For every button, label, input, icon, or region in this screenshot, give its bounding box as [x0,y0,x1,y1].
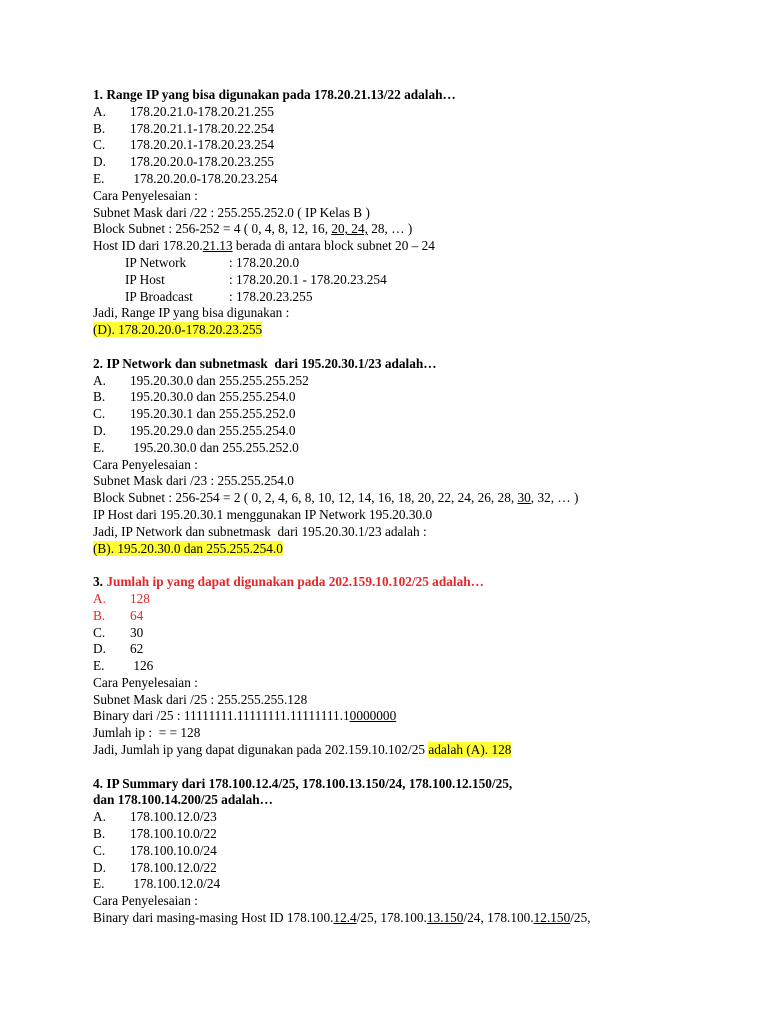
q4-title [93,776,753,793]
option-label: D. [93,859,106,875]
document-body [93,87,753,927]
option-text: 195.20.30.0 dan 255.255.255.252 [130,372,309,388]
q1-cara: Cara Penyelesaian : [93,187,198,203]
option-label: B. [93,120,106,136]
q1-block [93,221,753,238]
text: , 32, … ) [530,490,579,506]
q4-option-b [93,826,753,843]
option-label: D. [93,154,106,170]
text: Jadi, Jumlah ip yang dapat digunakan pada 202.159.10.102/25 [93,742,429,758]
q4-option-d [93,860,753,877]
q2-option-a [93,373,753,390]
q3-answer: adalah (A). 128 [428,742,512,758]
option-text: 178.20.20.0-178.20.23.255 [130,154,275,170]
option-label: B. [93,826,106,842]
q3-option-b [93,608,753,625]
underlined-text: 12.150 [533,910,571,926]
text: berada di antara block subnet 20 – 24 [232,238,435,254]
option-label: D. [93,641,106,657]
underlined-text: 12.4 [333,910,357,926]
spacer [93,557,753,574]
q4-option-c [93,843,753,860]
q3-jadi [93,742,753,759]
q1-ip-broadcast [93,289,753,306]
option-text: 195.20.30.0 dan 255.255.254.0 [130,389,296,405]
q3-cara: Cara Penyelesaian : [93,674,198,690]
option-label: C. [93,406,106,422]
option-label: C. [93,137,106,153]
text: Binary dari masing-masing Host ID 178.100. [93,910,334,926]
q1-ip-network [93,255,753,272]
option-text: 178.20.21.0-178.20.21.255 [130,103,275,119]
q4-option-e [93,876,753,893]
q1-title-text: Range IP yang bisa digunakan pada 178.20.21.13/22 adalah… [106,87,456,102]
option-label: A. [93,372,106,388]
q1-option-b [93,121,753,138]
q1-option-c [93,137,753,154]
q3-title-text: Jumlah ip yang dapat digunakan pada 202.159.10.102/25 adalah… [106,574,484,590]
q1-option-e [93,171,753,188]
text: Block Subnet : 256-254 = 2 ( 0, 2, 4, 6, 8, 10, 12, 14, 16, 18, 20, 22, 24, 26, 28, [93,490,518,506]
option-text: 178.100.12.0/23 [130,809,217,825]
option-text: 178.100.10.0/24 [130,842,217,858]
q3-subnet: Subnet Mask dari /25 : 255.255.255.128 [93,691,308,707]
q2-block [93,490,753,507]
spacer [93,339,753,356]
option-label: E. [93,170,105,186]
q1-ip-host [93,272,753,289]
q2-subnet: Subnet Mask dari /23 : 255.255.254.0 [93,473,294,489]
q2-title [93,356,753,373]
q2-answer-line [93,541,753,558]
option-label: A. [93,590,106,606]
q3-jumlah: Jumlah ip : = = 128 [93,725,201,741]
q3-option-d [93,641,753,658]
underlined-text: 21.13 [202,238,233,254]
q2-option-c [93,406,753,423]
value: : 178.20.23.255 [229,288,313,304]
underlined-text: 20, 24, [331,221,368,237]
q4-cara: Cara Penyelesaian : [93,893,198,909]
option-text: 126 [130,658,154,674]
text: /25, [570,910,591,926]
option-text: 30 [130,624,144,640]
value: : 178.20.20.0 [229,254,300,270]
q2-option-e [93,440,753,457]
key: IP Network [125,254,187,270]
option-text: 178.100.10.0/22 [130,826,217,842]
q4-title-text: IP Summary dari 178.100.12.4/25, 178.100.13.150/24, 178.100.12.150/25, [106,775,513,791]
option-label: D. [93,422,106,438]
text: Block Subnet : 256-252 = 4 ( 0, 4, 8, 12, 16, [93,221,332,237]
q1-host [93,238,753,255]
option-text: 195.20.30.0 dan 255.255.252.0 [130,439,299,455]
q4-binary [93,910,753,927]
q2-title-text: IP Network dan subnetmask dari 195.20.30.1/23 adalah… [106,355,437,371]
option-text: 64 [130,607,144,623]
option-label: C. [93,624,106,640]
option-text: 128 [130,590,150,606]
option-label: B. [93,389,106,405]
q4-option-a [93,809,753,826]
key: IP Broadcast [125,288,193,304]
q2-jadi: Jadi, IP Network dan subnetmask dari 195.20.30.1/23 adalah : [93,523,427,539]
option-label: E. [93,658,105,674]
option-text: 178.100.12.0/22 [130,859,217,875]
option-text: 195.20.29.0 dan 255.255.254.0 [130,422,296,438]
q3-option-a [93,591,753,608]
option-label: B. [93,607,106,623]
option-text: 195.20.30.1 dan 255.255.252.0 [130,406,296,422]
spacer [93,759,753,776]
q2-iphost: IP Host dari 195.20.30.1 menggunakan IP Network 195.20.30.0 [93,506,433,522]
text: Binary dari /25 : 11111111.11111111.11111111.1 [93,708,350,724]
q3-number: 3. [93,574,103,590]
option-text: 178.100.12.0/24 [130,876,221,892]
option-text: 178.20.20.0-178.20.23.254 [130,170,278,186]
option-label: A. [93,809,106,825]
option-label: A. [93,103,106,119]
q2-option-d [93,423,753,440]
text: /24, 178.100. [463,910,534,926]
q1-option-a [93,104,753,121]
q1-jadi: Jadi, Range IP yang bisa digunakan : [93,305,290,321]
underlined-text: 13.150 [426,910,464,926]
option-label: E. [93,876,105,892]
q2-answer: (B). 195.20.30.0 dan 255.255.254.0 [93,540,283,556]
text: Host ID dari 178.20. [93,238,203,254]
q1-title [93,87,753,104]
text: 28, … ) [367,221,413,237]
q2-cara: Cara Penyelesaian : [93,456,198,472]
text: /25, 178.100. [356,910,427,926]
q1-subnet: Subnet Mask dari /22 : 255.255.252.0 ( IP Kelas B ) [93,204,370,220]
q1-option-d [93,154,753,171]
q1-answer: (D). 178.20.20.0-178.20.23.255 [93,322,263,338]
q1-number: 1. [93,87,103,102]
option-text: 178.20.20.1-178.20.23.254 [130,137,275,153]
key: IP Host [125,271,165,287]
q3-option-c [93,625,753,642]
q2-option-b [93,389,753,406]
q3-title [93,574,753,591]
underlined-text: 0000000 [349,708,397,724]
option-label: E. [93,439,105,455]
q4-title-2: dan 178.100.14.200/25 adalah… [93,792,273,808]
option-text: 62 [130,641,144,657]
q4-number: 4. [93,775,103,791]
q1-answer-line [93,322,753,339]
option-text: 178.20.21.1-178.20.22.254 [130,120,275,136]
value: : 178.20.20.1 - 178.20.23.254 [229,271,387,287]
option-label: C. [93,842,106,858]
q3-binary [93,708,753,725]
underlined-text: 30 [517,490,531,506]
q2-number: 2. [93,355,103,371]
q3-option-e [93,658,753,675]
